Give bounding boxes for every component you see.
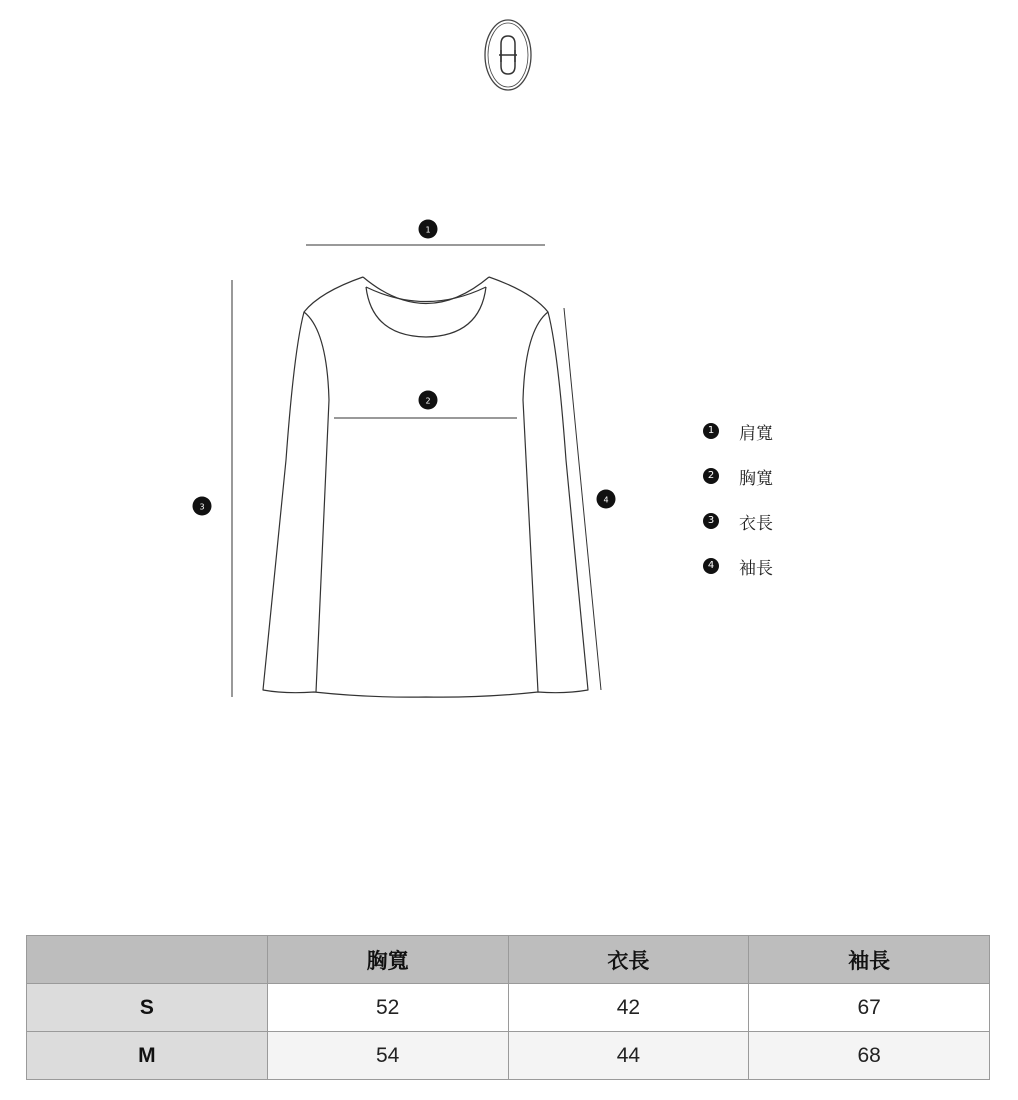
legend-label: 衣長 [739, 513, 773, 534]
legend-item-sleeve [703, 555, 903, 577]
legend-label: 胸寬 [739, 468, 773, 489]
table-cell: 44 [508, 1032, 749, 1080]
legend-label: 肩寬 [739, 423, 773, 444]
table-row [27, 1032, 990, 1080]
neckline-inner [366, 287, 486, 302]
table-header-cell: 胸寬 [267, 936, 508, 984]
marker-2-number: 2 [425, 396, 431, 406]
marker-4 [597, 490, 616, 509]
left-sleeve-seam [304, 312, 329, 692]
marker-2 [419, 391, 438, 410]
marker-4-number: 4 [603, 495, 609, 505]
table-cell: 54 [267, 1032, 508, 1080]
table-cell: 52 [267, 984, 508, 1032]
right-sleeve-seam [523, 312, 548, 692]
legend-item-length [703, 510, 903, 532]
table-cell: 67 [749, 984, 990, 1032]
table-row [27, 984, 990, 1032]
legend-number: 3 [703, 513, 719, 529]
legend-number: 4 [703, 558, 719, 574]
marker-1-number: 1 [425, 225, 431, 235]
table-cell: 42 [508, 984, 749, 1032]
legend-item-chest [703, 465, 903, 487]
table-header-row [27, 936, 990, 984]
neckline [363, 277, 489, 304]
measurement-legend [703, 420, 903, 600]
legend-number: 2 [703, 468, 719, 484]
table-header-cell: 衣長 [508, 936, 749, 984]
marker-3-number: 3 [199, 502, 205, 512]
marker-1 [419, 220, 438, 239]
garment-outline [263, 277, 588, 697]
legend-number: 1 [703, 423, 719, 439]
marker-3 [193, 497, 212, 516]
legend-label: 袖長 [739, 558, 773, 579]
table-header-cell [27, 936, 268, 984]
size-table [26, 935, 990, 1080]
size-label: S [27, 984, 268, 1032]
legend-item-shoulder [703, 420, 903, 442]
table-cell: 68 [749, 1032, 990, 1080]
size-label: M [27, 1032, 268, 1080]
table-header-cell: 袖長 [749, 936, 990, 984]
